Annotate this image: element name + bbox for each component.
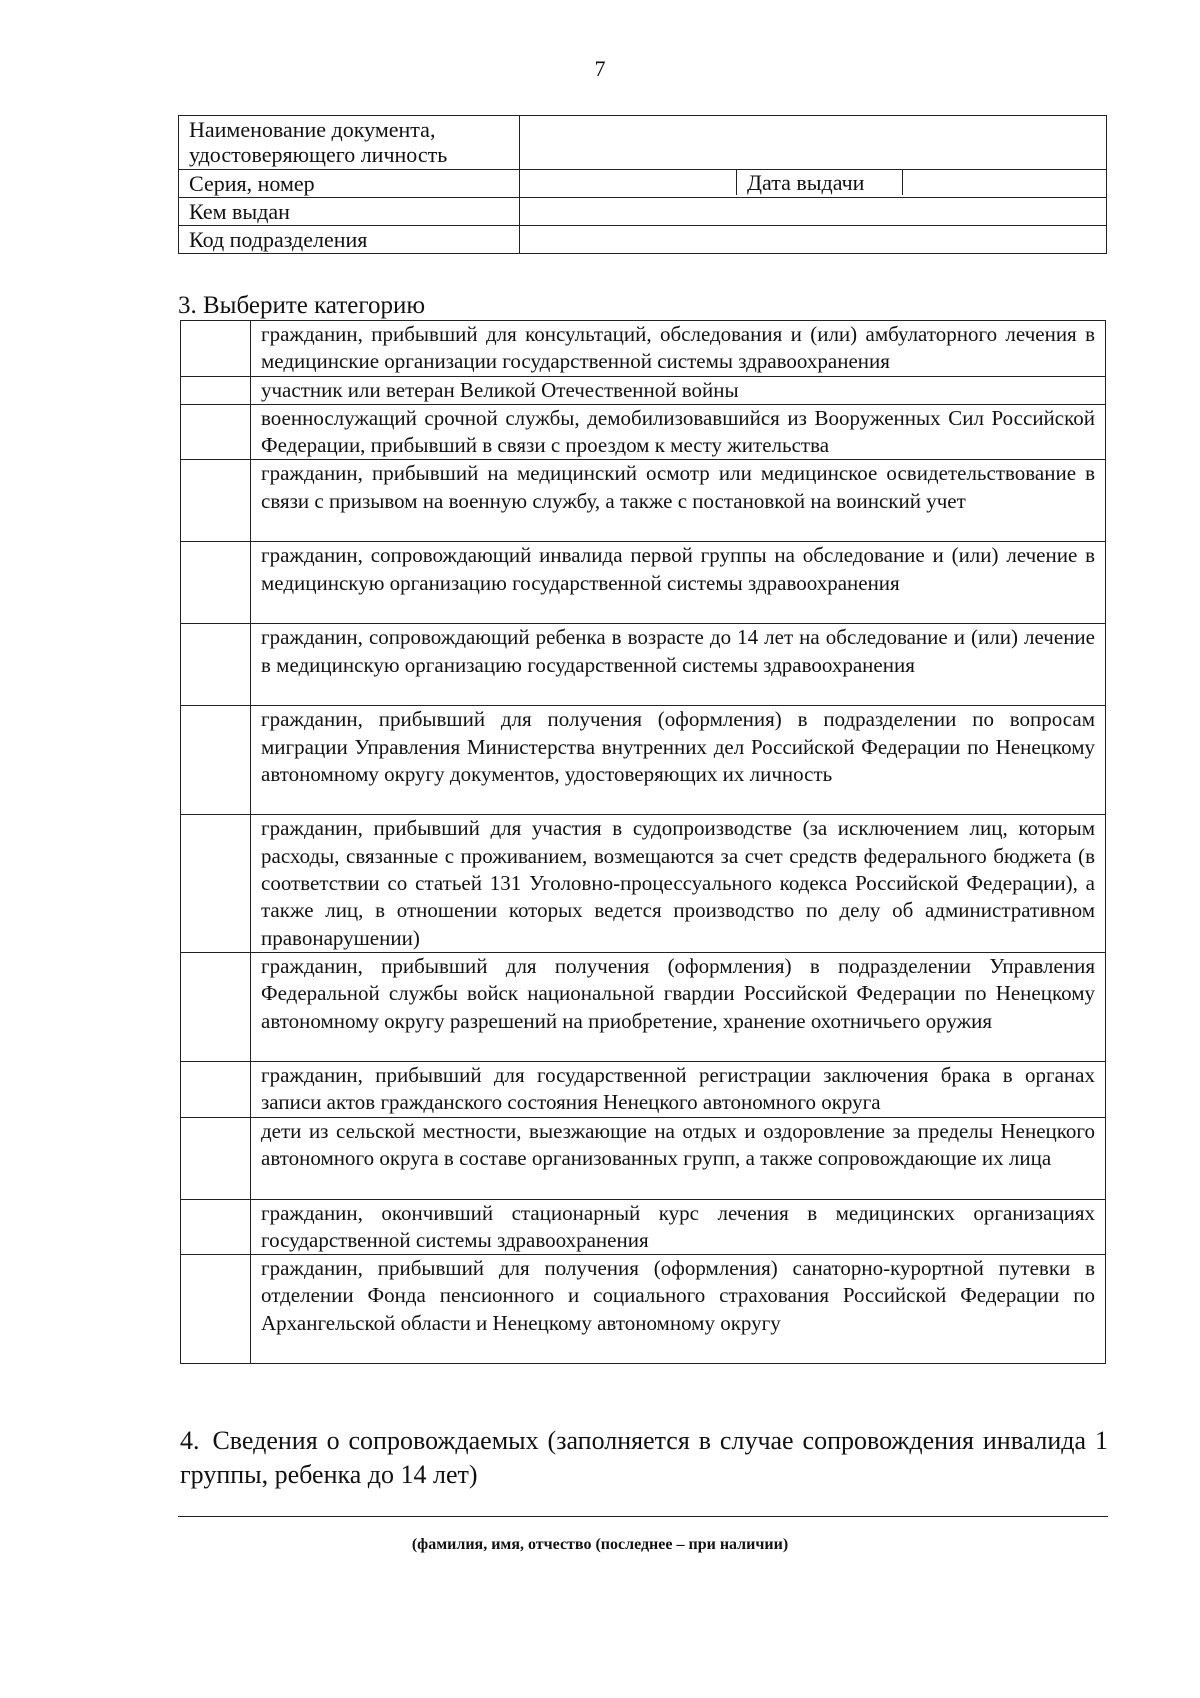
- id-document-name-field[interactable]: [520, 116, 1107, 170]
- category-checkbox[interactable]: [181, 376, 251, 404]
- category-row: [181, 1061, 1106, 1117]
- issued-by-row: [179, 198, 1107, 226]
- category-label: военнослужащий срочной службы, демобилизовавшийся из Вооруженных Сил Российской Федерации, прибывший в связи с проездом к месту жительства: [251, 404, 1106, 460]
- accompanied-person-caption: (фамилия, имя, отчество (последнее – при наличии): [411, 1536, 789, 1553]
- series-label: Серия, номер: [179, 170, 520, 198]
- category-label: гражданин, прибывший для получения (оформления) санаторно-курортной путевки в отделении Фонда пенсионного и социального страхования Российской Федерации по Архангельской области и Ненецкому автономному округу: [251, 1255, 1106, 1364]
- category-label: гражданин, прибывший для получения (оформления) в подразделении Управления Федеральной службы войск национальной гвардии Российской Федерации по Ненецкому автономному округу разрешений на приобретение, хранение охотничьего оружия: [251, 952, 1106, 1061]
- category-label: гражданин, прибывший для получения (оформления) в подразделении по вопросам миграции Управления Министерства внутренних дел Российской Федерации по Ненецкому автономному округу документов, удостоверяющих их личность: [251, 706, 1106, 815]
- category-label: участник или ветеран Великой Отечественной войны: [251, 376, 1106, 404]
- page-number: 7: [594, 56, 606, 81]
- category-checkbox[interactable]: [181, 815, 251, 952]
- division-code-label: Код подразделения: [179, 226, 520, 254]
- issued-by-field[interactable]: [520, 198, 1107, 226]
- category-row: [181, 624, 1106, 706]
- category-row: [181, 321, 1106, 377]
- series-row: [179, 170, 1107, 198]
- division-code-row: [179, 226, 1107, 254]
- category-row: [181, 1255, 1106, 1364]
- accompanied-person-name-field[interactable]: [178, 1516, 1108, 1517]
- category-label: гражданин, окончивший стационарный курс лечения в медицинских организациях государственной системы здравоохранения: [251, 1199, 1106, 1255]
- id-document-table: [178, 115, 1107, 254]
- category-checkbox[interactable]: [181, 542, 251, 624]
- category-label: гражданин, прибывший для государственной регистрации заключения брака в органах записи актов гражданского состояния Ненецкого автономного округа: [251, 1061, 1106, 1117]
- category-checkbox[interactable]: [181, 321, 251, 377]
- section-3-title: 3. Выберите категорию: [178, 292, 426, 319]
- id-document-name-row: [179, 116, 1107, 170]
- category-row: [181, 1117, 1106, 1199]
- category-label: гражданин, сопровождающий ребенка в возрасте до 14 лет на обследование и (или) лечение в медицинскую организацию государственной системы здравоохранения: [251, 624, 1106, 706]
- series-number-field[interactable]: [520, 170, 737, 195]
- category-row: [181, 1199, 1106, 1255]
- category-row: [181, 706, 1106, 815]
- category-row: [181, 815, 1106, 952]
- category-checkbox[interactable]: [181, 404, 251, 460]
- category-row: [181, 952, 1106, 1061]
- division-code-field[interactable]: [520, 226, 1107, 254]
- series-row-fields: [520, 170, 1107, 198]
- section-4-number: 4.: [180, 1426, 200, 1455]
- category-label: гражданин, прибывший для участия в судопроизводстве (за исключением лиц, которым расходы, связанные с проживанием, возмещаются за счет средств федерального бюджета (в соответствии со статьей 131 Уголовно-процессуального кодекса Российской Федерации), а также лиц, в отношении которых ведется производство по делу об административном правонарушении): [251, 815, 1106, 952]
- category-label: дети из сельской местности, выезжающие на отдых и оздоровление за пределы Ненецкого автономного округа в составе организованных групп, а также сопровождающие их лица: [251, 1117, 1106, 1199]
- issue-date-label: Дата выдачи: [737, 170, 903, 195]
- category-label: гражданин, сопровождающий инвалида первой группы на обследование и (или) лечение в медицинскую организацию государственной системы здравоохранения: [251, 542, 1106, 624]
- category-label: гражданин, прибывший для консультаций, обследования и (или) амбулаторного лечения в медицинские организации государственной системы здравоохранения: [251, 321, 1106, 377]
- category-checkbox[interactable]: [181, 1117, 251, 1199]
- section-4-title: [180, 1424, 1108, 1492]
- id-document-name-label: Наименование документа, удостоверяющего личность: [179, 116, 520, 170]
- category-checkbox[interactable]: [181, 460, 251, 542]
- category-row: [181, 460, 1106, 542]
- category-checkbox[interactable]: [181, 624, 251, 706]
- category-checkbox[interactable]: [181, 952, 251, 1061]
- issue-date-field[interactable]: [903, 170, 1106, 195]
- category-label: гражданин, прибывший на медицинский осмотр или медицинское освидетельствование в связи с призывом на военную службу, а также с постановкой на воинский учет: [251, 460, 1106, 542]
- category-checkbox[interactable]: [181, 706, 251, 815]
- category-checkbox[interactable]: [181, 1199, 251, 1255]
- category-checkbox[interactable]: [181, 1061, 251, 1117]
- section-4-text: Сведения о сопровождаемых (заполняется в случае сопровождения инвалида 1 группы, ребенка до 14 лет): [180, 1426, 1108, 1489]
- category-row: [181, 542, 1106, 624]
- category-row: [181, 376, 1106, 404]
- issued-by-label: Кем выдан: [179, 198, 520, 226]
- category-table: [180, 320, 1106, 1364]
- category-checkbox[interactable]: [181, 1255, 251, 1364]
- category-row: [181, 404, 1106, 460]
